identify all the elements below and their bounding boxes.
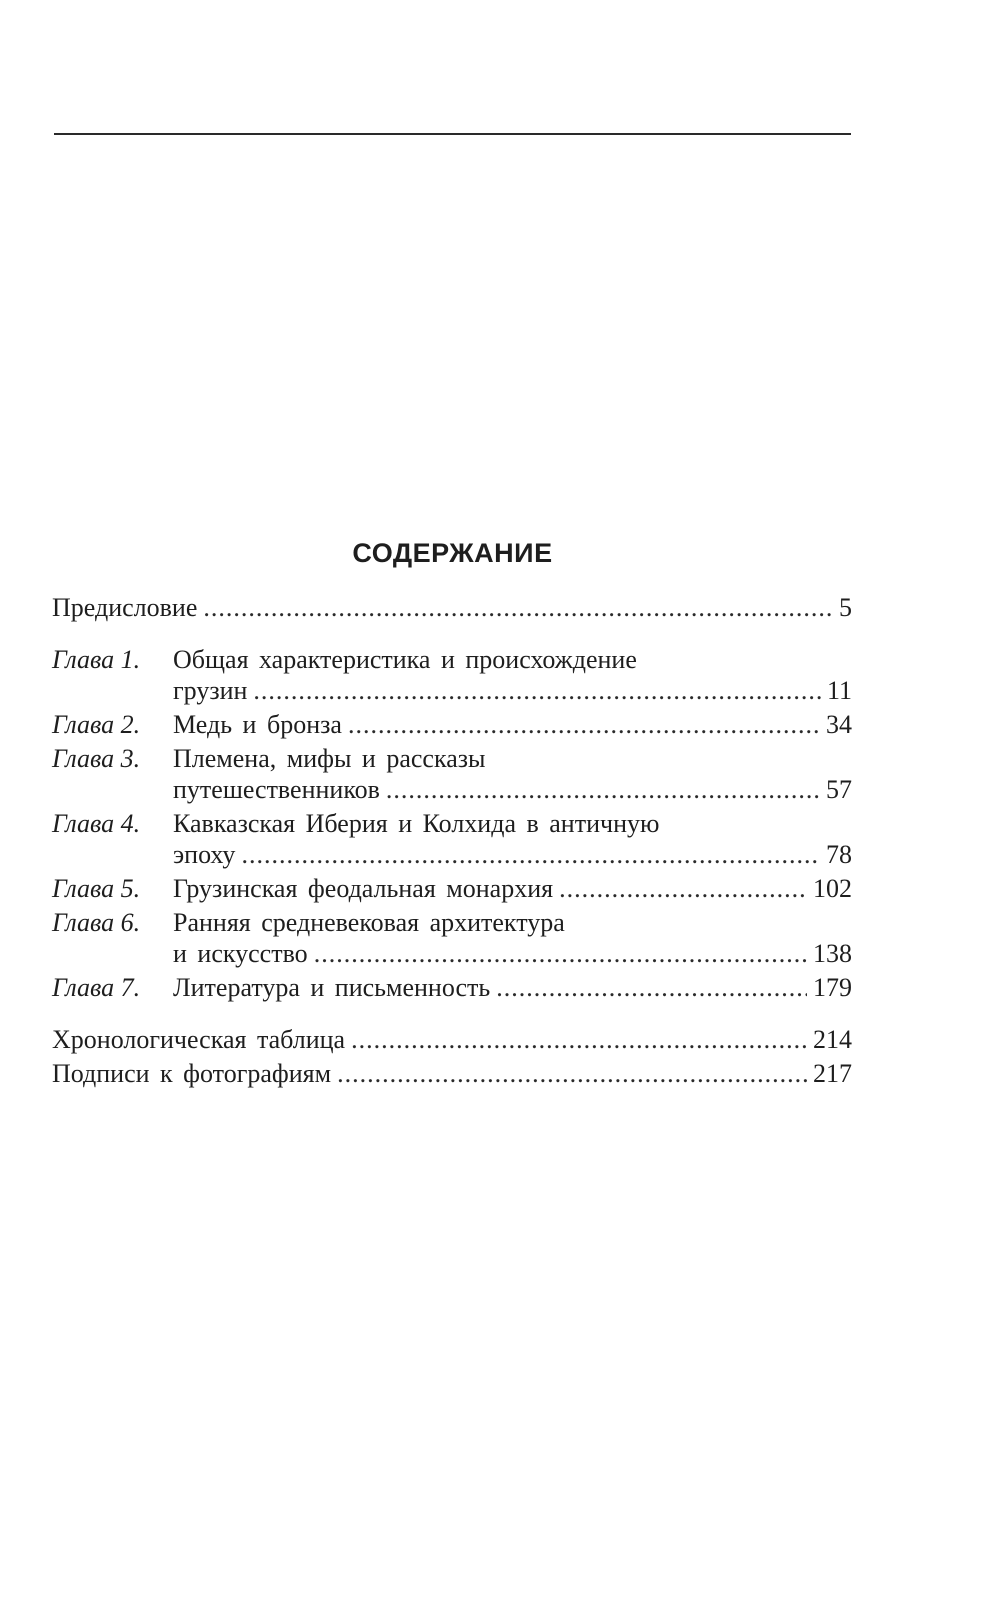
toc-page-number: 138 bbox=[813, 939, 852, 968]
toc-entry-chapter-4[interactable] bbox=[52, 808, 852, 870]
dot-leader bbox=[351, 1024, 807, 1055]
dot-leader bbox=[314, 938, 807, 969]
toc-entry-chapter-5[interactable] bbox=[52, 873, 852, 904]
dot-leader bbox=[203, 592, 832, 623]
dot-leader bbox=[337, 1058, 807, 1089]
toc-entry-preface[interactable] bbox=[52, 592, 852, 623]
toc-entry-chapter-1[interactable] bbox=[52, 644, 852, 706]
toc-entry-text: Племена, мифы и рассказы bbox=[173, 744, 486, 773]
table-of-contents bbox=[52, 592, 852, 1089]
dot-leader bbox=[386, 774, 820, 805]
toc-entry-text: Хронологическая таблица bbox=[52, 1025, 346, 1054]
toc-entry-text: Литература и письменность bbox=[173, 973, 491, 1002]
chapter-label: Глава 4. bbox=[52, 809, 141, 838]
toc-entry-text: Подписи к фотографиям bbox=[52, 1059, 332, 1088]
dot-leader bbox=[559, 873, 807, 904]
dot-leader bbox=[253, 675, 821, 706]
dot-leader bbox=[348, 709, 820, 740]
toc-page-number: 5 bbox=[839, 593, 852, 622]
toc-entry-text-continued: грузин bbox=[173, 676, 248, 705]
toc-entry-chapter-6[interactable] bbox=[52, 907, 852, 969]
toc-entry-text: Предисловие bbox=[52, 593, 198, 622]
toc-entry-text: Общая характеристика и происхождение bbox=[173, 645, 637, 674]
toc-page-number: 179 bbox=[813, 973, 852, 1002]
toc-entry-chapter-3[interactable] bbox=[52, 743, 852, 805]
toc-page-number: 214 bbox=[813, 1025, 852, 1054]
toc-page-number: 217 bbox=[813, 1059, 852, 1088]
toc-entry-text: Грузинская феодальная монархия bbox=[173, 874, 554, 903]
chapter-label: Глава 5. bbox=[52, 874, 141, 903]
dot-leader bbox=[496, 972, 807, 1003]
top-rule bbox=[54, 133, 851, 135]
toc-entry-text: Ранняя средневековая архитектура bbox=[173, 908, 565, 937]
page-title: СОДЕРЖАНИЕ bbox=[352, 538, 553, 568]
toc-entry-text: Кавказская Иберия и Колхида в античную bbox=[173, 809, 660, 838]
toc-entry-text-continued: и искусство bbox=[173, 939, 308, 968]
toc-page-number: 34 bbox=[826, 710, 852, 739]
toc-entry-text: Медь и бронза bbox=[173, 710, 342, 739]
dot-leader bbox=[241, 839, 820, 870]
toc-entry-photo-captions[interactable] bbox=[52, 1058, 852, 1089]
chapter-label: Глава 3. bbox=[52, 744, 141, 773]
toc-entry-text-continued: эпоху bbox=[173, 840, 236, 869]
chapter-label: Глава 6. bbox=[52, 908, 141, 937]
chapter-label: Глава 2. bbox=[52, 710, 141, 739]
toc-entry-chapter-7[interactable] bbox=[52, 972, 852, 1003]
toc-entry-chapter-2[interactable] bbox=[52, 709, 852, 740]
chapter-label: Глава 7. bbox=[52, 973, 141, 1002]
toc-entry-text-continued: путешественников bbox=[173, 775, 380, 804]
chapter-label: Глава 1. bbox=[52, 645, 141, 674]
toc-entry-chronology[interactable] bbox=[52, 1024, 852, 1055]
toc-page-number: 11 bbox=[826, 676, 852, 705]
toc-page-number: 57 bbox=[826, 775, 852, 804]
toc-page-number: 102 bbox=[813, 874, 852, 903]
toc-page-number: 78 bbox=[826, 840, 852, 869]
